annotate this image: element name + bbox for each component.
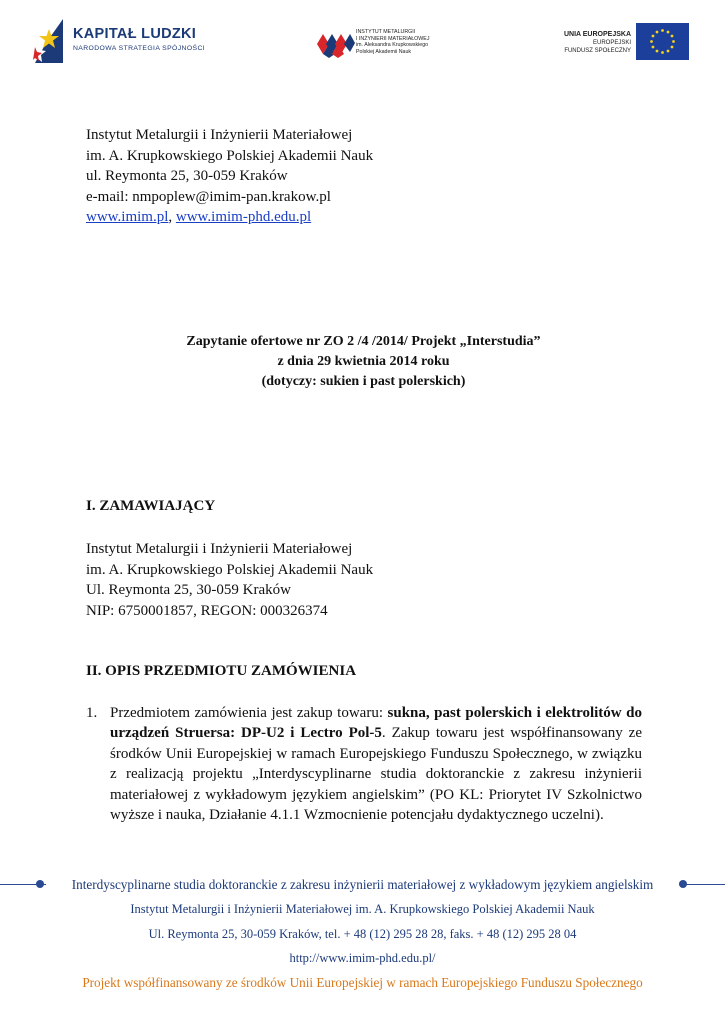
ordering-party bbox=[86, 539, 373, 621]
footer-dot-right-icon bbox=[679, 880, 687, 888]
footer-url[interactable]: http://www.imim-phd.edu.pl/ bbox=[289, 951, 436, 965]
address-line-1: Instytut Metalurgii i Inżynierii Materiałowej bbox=[86, 127, 353, 143]
eu-star-icon bbox=[671, 35, 674, 38]
imim-line-3: im. Aleksandra Krupkowskiego bbox=[356, 42, 429, 49]
address-line-2: im. A. Krupkowskiego Polskiej Akademii Nauk bbox=[86, 147, 374, 164]
imim-logo-text bbox=[356, 29, 429, 55]
imim-line-1: INSTYTUT METALURGII bbox=[356, 29, 416, 35]
imim-phd-link[interactable]: www.imim-phd.edu.pl bbox=[175, 209, 312, 225]
kapital-ludzki-title: KAPITAŁ LUDZKI bbox=[73, 26, 197, 42]
eu-star-icon bbox=[667, 50, 670, 53]
ordering-line-1: Instytut Metalurgii i Inżynierii Materiałowej bbox=[86, 541, 353, 557]
list-item bbox=[86, 703, 642, 825]
eu-line-3: FUNDUSZ SPOŁECZNY bbox=[564, 48, 631, 54]
imim-link[interactable]: www.imim.pl bbox=[86, 209, 169, 225]
eu-logo-text bbox=[564, 31, 631, 55]
item-bold-subject: sukna, past polerskich i elektrolitów do urządzeń Struersa: DP-U2 i Lectro Pol-5 bbox=[110, 705, 642, 742]
ordering-line-4: NIP: 6750001857, REGON: 000326374 bbox=[86, 602, 328, 619]
item-rest: . Zakup towaru jest współfinansowany ze środków Unii Europejskiej w ramach Europejskiego Funduszu Społecznego, w związku z realizacją projektu „Interdyscyplinarne studia doktoranckie z zakresu inżynierii materiałowej z wykładowym językiem angielskim” (PO KL: Priorytet IV Szkolnictwo wyższe i nauka, Działanie 4.1.1 Wzmocnienie potencjału dydaktycznego uczelni). bbox=[110, 725, 642, 824]
eu-logo bbox=[551, 23, 689, 61]
eu-star-icon bbox=[656, 31, 659, 34]
kapital-ludzki-star-icon bbox=[33, 17, 63, 65]
eu-line-1: UNIA EUROPEJSKA bbox=[563, 31, 631, 38]
address-line-3: ul. Reymonta 25, 30-059 Kraków bbox=[86, 168, 288, 184]
imim-logo bbox=[317, 27, 442, 63]
list-item-number: 1. bbox=[86, 705, 98, 721]
imim-mark-icon bbox=[317, 30, 355, 58]
address-links bbox=[86, 207, 373, 228]
eu-star-icon bbox=[652, 35, 655, 38]
eu-star-icon bbox=[661, 29, 664, 32]
section-1-heading: I. ZAMAWIAJĄCY bbox=[86, 498, 216, 514]
imim-line-2: I INŻYNIERII MATERIAŁOWEJ bbox=[356, 35, 430, 42]
kapital-ludzki-subtitle: NARODOWA STRATEGIA SPÓJNOŚCI bbox=[73, 45, 206, 52]
eu-line-2: EUROPEJSKI bbox=[592, 40, 631, 46]
footer-cofinancing: Projekt współfinansowany ze środków Unii Europejskiej w ramach Europejskiego Funduszu Społecznego bbox=[82, 975, 643, 990]
footer-contact: Ul. Reymonta 25, 30-059 Kraków, tel. + 48 (12) 295 28 28, faks. + 48 (12) 295 28 04 bbox=[148, 927, 577, 941]
footer-project-name: Interdyscyplinarne studia doktoranckie z zakresu inżynierii materiałowej z wykładowym językiem angielskim bbox=[46, 876, 679, 894]
kapital-ludzki-logo bbox=[33, 17, 206, 67]
title-line-2: z dnia 29 kwietnia 2014 roku bbox=[277, 354, 450, 369]
eu-star-icon bbox=[650, 40, 653, 43]
section-2-heading: II. OPIS PRZEDMIOTU ZAMÓWIENIA bbox=[86, 663, 357, 679]
imim-line-4: Polskiej Akademii Nauk bbox=[356, 48, 412, 55]
eu-star-icon bbox=[671, 46, 674, 49]
eu-star-icon bbox=[672, 40, 675, 43]
footer-institute: Instytut Metalurgii i Inżynierii Materiałowej im. A. Krupkowskiego Polskiej Akademii Nauk bbox=[130, 902, 595, 916]
eu-flag-icon bbox=[636, 23, 689, 60]
address-email: e-mail: nmpoplew@imim-pan.krakow.pl bbox=[86, 188, 331, 205]
links-separator: , bbox=[168, 209, 176, 225]
institute-address bbox=[86, 125, 373, 228]
eu-star-icon bbox=[652, 46, 655, 49]
title-line-1: Zapytanie ofertowe nr ZO 2 /4 /2014/ Projekt „Interstudia” bbox=[186, 334, 541, 349]
footer-dot-left-icon bbox=[36, 880, 44, 888]
ordering-line-3: Ul. Reymonta 25, 30-059 Kraków bbox=[86, 582, 291, 598]
document-title bbox=[86, 332, 641, 392]
list-item-content bbox=[110, 703, 642, 825]
eu-star-icon bbox=[656, 50, 659, 53]
title-line-3: (dotyczy: sukien i past polerskich) bbox=[261, 374, 466, 389]
item-intro: Przedmiotem zamówienia jest zakup towaru: bbox=[110, 705, 388, 721]
eu-star-icon bbox=[667, 31, 670, 34]
ordering-line-2: im. A. Krupkowskiego Polskiej Akademii Nauk bbox=[86, 561, 374, 578]
eu-star-icon bbox=[661, 51, 664, 54]
